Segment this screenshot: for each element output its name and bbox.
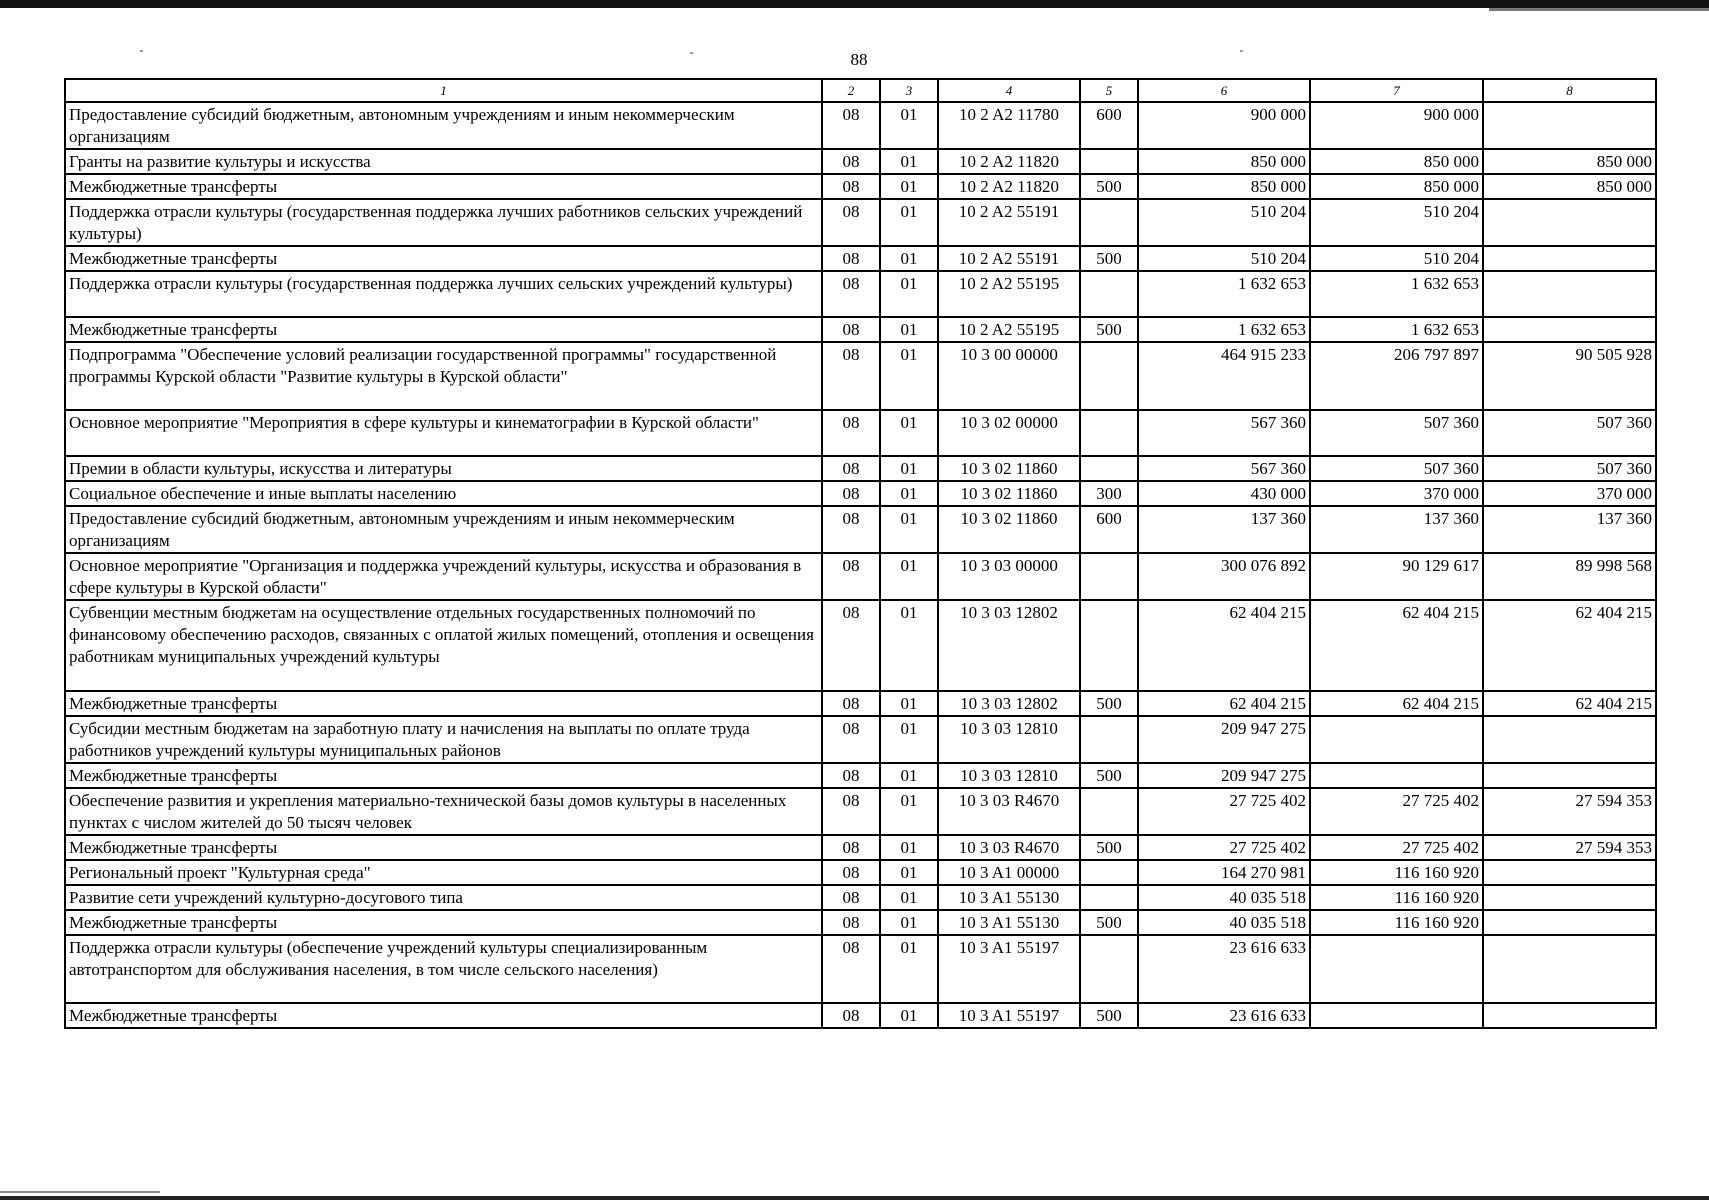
table-row [65,553,1656,600]
cell-amount-6: 27 725 402 [1138,835,1310,860]
cell-amount-6: 137 360 [1138,506,1310,553]
cell-target-code: 10 3 03 12802 [938,600,1080,691]
budget-table [64,78,1657,1029]
cell-subsection: 01 [880,835,938,860]
cell-amount-7: 1 632 653 [1310,317,1483,342]
cell-amount-7: 510 204 [1310,199,1483,246]
cell-name: Премии в области культуры, искусства и литературы [65,456,822,481]
table-row [65,317,1656,342]
header-col-6: 6 [1138,79,1310,102]
cell-name: Региональный проект "Культурная среда" [65,860,822,885]
table-row [65,410,1656,456]
cell-amount-8: 137 360 [1483,506,1656,553]
cell-target-code: 10 2 A2 55191 [938,246,1080,271]
table-row [65,885,1656,910]
cell-amount-8: 62 404 215 [1483,600,1656,691]
cell-subsection: 01 [880,763,938,788]
cell-amount-7: 116 160 920 [1310,885,1483,910]
cell-section: 08 [822,410,880,456]
cell-expense-type: 500 [1080,174,1138,199]
cell-amount-6: 40 035 518 [1138,885,1310,910]
page-number: 88 [850,50,868,69]
cell-amount-7: 27 725 402 [1310,788,1483,835]
header-col-5: 5 [1080,79,1138,102]
cell-section: 08 [822,553,880,600]
scan-bottom-mark [0,1191,160,1193]
cell-section: 08 [822,1003,880,1028]
cell-name: Межбюджетные трансферты [65,691,822,716]
cell-amount-6: 300 076 892 [1138,553,1310,600]
cell-section: 08 [822,149,880,174]
cell-amount-8: 90 505 928 [1483,342,1656,410]
cell-amount-6: 567 360 [1138,410,1310,456]
cell-name: Социальное обеспечение и иные выплаты населению [65,481,822,506]
cell-subsection: 01 [880,199,938,246]
cell-amount-6: 900 000 [1138,102,1310,149]
cell-section: 08 [822,835,880,860]
cell-name: Основное мероприятие "Организация и поддержка учреждений культуры, искусства и образования в сфере культуры в Курской области" [65,553,822,600]
cell-amount-8: 850 000 [1483,174,1656,199]
cell-subsection: 01 [880,788,938,835]
cell-amount-8 [1483,763,1656,788]
cell-name: Развитие сети учреждений культурно-досугового типа [65,885,822,910]
cell-target-code: 10 3 A1 55130 [938,910,1080,935]
cell-expense-type: 500 [1080,1003,1138,1028]
cell-amount-8: 507 360 [1483,410,1656,456]
cell-amount-7: 116 160 920 [1310,910,1483,935]
cell-amount-8: 370 000 [1483,481,1656,506]
cell-amount-7 [1310,763,1483,788]
cell-amount-7: 510 204 [1310,246,1483,271]
cell-name: Субсидии местным бюджетам на заработную плату и начисления на выплаты по оплате труда работников учреждений культуры муниципальных районов [65,716,822,763]
cell-amount-8: 507 360 [1483,456,1656,481]
cell-subsection: 01 [880,691,938,716]
header-col-3: 3 [880,79,938,102]
table-row [65,763,1656,788]
cell-section: 08 [822,481,880,506]
cell-expense-type [1080,410,1138,456]
cell-name: Поддержка отрасли культуры (государственная поддержка лучших работников сельских учреждений культуры) [65,199,822,246]
cell-amount-6: 1 632 653 [1138,317,1310,342]
cell-amount-8 [1483,271,1656,317]
cell-target-code: 10 3 03 12802 [938,691,1080,716]
header-col-2: 2 [822,79,880,102]
cell-name: Субвенции местным бюджетам на осуществление отдельных государственных полномочий по финансовому обеспечению расходов, связанных с оплатой жилых помещений, отопления и освещения работникам муниципальных учреждений культуры [65,600,822,691]
cell-amount-6: 23 616 633 [1138,935,1310,1003]
cell-section: 08 [822,199,880,246]
cell-subsection: 01 [880,1003,938,1028]
cell-amount-6: 567 360 [1138,456,1310,481]
scan-top-border [0,0,1709,8]
cell-amount-8 [1483,1003,1656,1028]
table-row [65,102,1656,149]
cell-name: Межбюджетные трансферты [65,910,822,935]
table-row [65,691,1656,716]
cell-expense-type [1080,716,1138,763]
cell-name: Поддержка отрасли культуры (обеспечение учреждений культуры специализированным автотранспортом для обслуживания населения, в том числе сельского населения) [65,935,822,1003]
cell-section: 08 [822,271,880,317]
cell-amount-7: 116 160 920 [1310,860,1483,885]
cell-expense-type [1080,456,1138,481]
table-row [65,174,1656,199]
cell-expense-type [1080,342,1138,410]
cell-subsection: 01 [880,481,938,506]
cell-amount-8 [1483,199,1656,246]
table-row [65,910,1656,935]
cell-section: 08 [822,716,880,763]
cell-subsection: 01 [880,600,938,691]
cell-amount-8 [1483,102,1656,149]
cell-target-code: 10 3 A1 00000 [938,860,1080,885]
table-row [65,860,1656,885]
cell-amount-7: 850 000 [1310,149,1483,174]
cell-section: 08 [822,935,880,1003]
cell-subsection: 01 [880,342,938,410]
cell-amount-6: 1 632 653 [1138,271,1310,317]
cell-target-code: 10 3 02 11860 [938,456,1080,481]
cell-amount-7: 137 360 [1310,506,1483,553]
cell-target-code: 10 2 A2 11820 [938,149,1080,174]
cell-name: Подпрограмма "Обеспечение условий реализации государственной программы" государственной программы Курской области "Развитие культуры в Курской области" [65,342,822,410]
scan-bottom-border [0,1196,1709,1200]
cell-name: Межбюджетные трансферты [65,1003,822,1028]
cell-target-code: 10 2 A2 55195 [938,271,1080,317]
cell-amount-6: 209 947 275 [1138,716,1310,763]
cell-section: 08 [822,691,880,716]
table-row [65,935,1656,1003]
cell-subsection: 01 [880,935,938,1003]
scan-speck [1240,50,1243,52]
cell-subsection: 01 [880,149,938,174]
cell-amount-8: 89 998 568 [1483,553,1656,600]
cell-section: 08 [822,246,880,271]
cell-amount-8: 850 000 [1483,149,1656,174]
cell-name: Предоставление субсидий бюджетным, автономным учреждениям и иным некоммерческим организациям [65,102,822,149]
cell-expense-type [1080,271,1138,317]
cell-subsection: 01 [880,456,938,481]
cell-amount-7: 62 404 215 [1310,600,1483,691]
cell-subsection: 01 [880,553,938,600]
cell-name: Поддержка отрасли культуры (государственная поддержка лучших сельских учреждений культуры) [65,271,822,317]
cell-name: Межбюджетные трансферты [65,763,822,788]
cell-section: 08 [822,910,880,935]
cell-expense-type [1080,788,1138,835]
table-row [65,600,1656,691]
cell-section: 08 [822,456,880,481]
cell-amount-8 [1483,716,1656,763]
cell-amount-7: 1 632 653 [1310,271,1483,317]
cell-target-code: 10 3 02 11860 [938,481,1080,506]
cell-section: 08 [822,102,880,149]
cell-amount-6: 209 947 275 [1138,763,1310,788]
table-row [65,271,1656,317]
cell-amount-8 [1483,246,1656,271]
cell-subsection: 01 [880,716,938,763]
table-row [65,481,1656,506]
cell-section: 08 [822,317,880,342]
cell-subsection: 01 [880,271,938,317]
cell-amount-6: 62 404 215 [1138,600,1310,691]
cell-expense-type [1080,935,1138,1003]
cell-amount-6: 164 270 981 [1138,860,1310,885]
cell-amount-6: 40 035 518 [1138,910,1310,935]
table-row [65,835,1656,860]
table-row [65,149,1656,174]
cell-amount-8 [1483,885,1656,910]
cell-target-code: 10 3 A1 55197 [938,1003,1080,1028]
cell-amount-7: 507 360 [1310,410,1483,456]
cell-name: Гранты на развитие культуры и искусства [65,149,822,174]
header-col-7: 7 [1310,79,1483,102]
cell-amount-7: 27 725 402 [1310,835,1483,860]
cell-section: 08 [822,788,880,835]
table-row [65,246,1656,271]
cell-name: Межбюджетные трансферты [65,835,822,860]
scan-speck [140,50,143,52]
cell-subsection: 01 [880,910,938,935]
cell-section: 08 [822,763,880,788]
cell-expense-type [1080,860,1138,885]
scan-top-shadow [1489,8,1709,11]
cell-section: 08 [822,885,880,910]
cell-amount-7: 62 404 215 [1310,691,1483,716]
cell-target-code: 10 2 A2 55191 [938,199,1080,246]
cell-target-code: 10 3 A1 55130 [938,885,1080,910]
cell-target-code: 10 3 02 00000 [938,410,1080,456]
cell-amount-6: 510 204 [1138,199,1310,246]
table-row [65,716,1656,763]
cell-expense-type [1080,600,1138,691]
cell-target-code: 10 3 A1 55197 [938,935,1080,1003]
cell-name: Предоставление субсидий бюджетным, автономным учреждениям и иным некоммерческим организациям [65,506,822,553]
cell-subsection: 01 [880,410,938,456]
cell-section: 08 [822,600,880,691]
cell-target-code: 10 3 03 R4670 [938,835,1080,860]
cell-target-code: 10 3 03 12810 [938,763,1080,788]
cell-section: 08 [822,342,880,410]
cell-name: Межбюджетные трансферты [65,174,822,199]
cell-target-code: 10 2 A2 55195 [938,317,1080,342]
header-col-4: 4 [938,79,1080,102]
cell-expense-type [1080,199,1138,246]
cell-amount-7 [1310,935,1483,1003]
cell-subsection: 01 [880,246,938,271]
cell-amount-6: 850 000 [1138,174,1310,199]
cell-expense-type: 500 [1080,317,1138,342]
cell-subsection: 01 [880,885,938,910]
cell-subsection: 01 [880,860,938,885]
cell-section: 08 [822,506,880,553]
cell-expense-type [1080,553,1138,600]
cell-subsection: 01 [880,317,938,342]
cell-name: Обеспечение развития и укрепления материально-технической базы домов культуры в населенных пунктах с числом жителей до 50 тысяч человек [65,788,822,835]
cell-target-code: 10 3 03 00000 [938,553,1080,600]
cell-amount-6: 430 000 [1138,481,1310,506]
cell-expense-type: 300 [1080,481,1138,506]
table-row [65,199,1656,246]
table-row [65,788,1656,835]
cell-expense-type: 500 [1080,763,1138,788]
table-row [65,342,1656,410]
cell-target-code: 10 3 03 12810 [938,716,1080,763]
cell-amount-7 [1310,1003,1483,1028]
cell-target-code: 10 3 02 11860 [938,506,1080,553]
cell-amount-6: 62 404 215 [1138,691,1310,716]
cell-name: Межбюджетные трансферты [65,317,822,342]
cell-section: 08 [822,174,880,199]
cell-subsection: 01 [880,506,938,553]
cell-section: 08 [822,860,880,885]
cell-expense-type [1080,885,1138,910]
cell-amount-7: 90 129 617 [1310,553,1483,600]
cell-expense-type: 500 [1080,835,1138,860]
cell-expense-type: 500 [1080,691,1138,716]
cell-amount-8 [1483,910,1656,935]
cell-amount-7: 900 000 [1310,102,1483,149]
cell-amount-8: 62 404 215 [1483,691,1656,716]
cell-expense-type: 500 [1080,246,1138,271]
header-col-8: 8 [1483,79,1656,102]
table-row [65,506,1656,553]
cell-amount-7 [1310,716,1483,763]
table-row [65,456,1656,481]
cell-expense-type: 600 [1080,506,1138,553]
table-header-row [65,79,1656,102]
cell-amount-8 [1483,317,1656,342]
cell-expense-type: 500 [1080,910,1138,935]
cell-target-code: 10 3 03 R4670 [938,788,1080,835]
cell-amount-8 [1483,935,1656,1003]
cell-subsection: 01 [880,174,938,199]
cell-amount-7: 206 797 897 [1310,342,1483,410]
cell-target-code: 10 2 A2 11780 [938,102,1080,149]
cell-amount-7: 370 000 [1310,481,1483,506]
cell-subsection: 01 [880,102,938,149]
cell-amount-6: 23 616 633 [1138,1003,1310,1028]
cell-target-code: 10 3 00 00000 [938,342,1080,410]
cell-amount-7: 850 000 [1310,174,1483,199]
table-row [65,1003,1656,1028]
cell-name: Межбюджетные трансферты [65,246,822,271]
cell-expense-type: 600 [1080,102,1138,149]
header-col-1: 1 [65,79,822,102]
cell-amount-6: 464 915 233 [1138,342,1310,410]
cell-amount-6: 27 725 402 [1138,788,1310,835]
cell-amount-8: 27 594 353 [1483,835,1656,860]
cell-expense-type [1080,149,1138,174]
scan-speck [690,52,693,54]
cell-name: Основное мероприятие "Мероприятия в сфере культуры и кинематографии в Курской области" [65,410,822,456]
cell-amount-8: 27 594 353 [1483,788,1656,835]
cell-target-code: 10 2 A2 11820 [938,174,1080,199]
cell-amount-6: 850 000 [1138,149,1310,174]
cell-amount-6: 510 204 [1138,246,1310,271]
cell-amount-7: 507 360 [1310,456,1483,481]
cell-amount-8 [1483,860,1656,885]
